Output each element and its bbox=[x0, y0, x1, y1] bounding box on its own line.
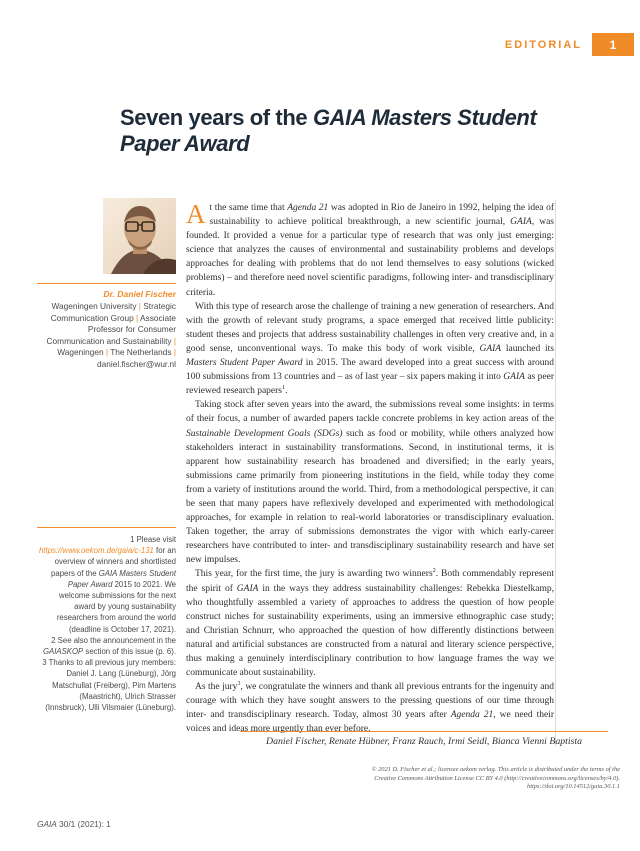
text-segment: GAIA Masters Student Paper Award bbox=[67, 568, 176, 589]
text-segment: | bbox=[171, 347, 176, 357]
text-segment: was adopted in Rio de Janeiro in 1992, helping the idea of sustainability to achieve political breakthrough, a new scientific journal, bbox=[209, 203, 554, 228]
text-segment: | bbox=[136, 301, 144, 311]
text-segment: Wageningen bbox=[57, 347, 104, 357]
text-segment: as peer reviewed research papers bbox=[186, 372, 554, 397]
footnotes bbox=[37, 534, 176, 713]
text-segment: 1 Please visit bbox=[130, 535, 176, 544]
footnote bbox=[37, 635, 176, 657]
signature-rule bbox=[240, 731, 608, 732]
text-segment: GAIA bbox=[236, 583, 259, 594]
text-segment: Agenda 21 bbox=[450, 710, 494, 721]
link[interactable]: https://www.oekom.de/gaia/c-131 bbox=[39, 546, 154, 556]
body-paragraph bbox=[186, 300, 554, 399]
signature-authors: Daniel Fischer, Renate Hübner, Franz Rauch, Irmi Seidl, Bianca Vienni Baptista bbox=[266, 736, 582, 747]
text-segment: 2 See also the announcement in the bbox=[51, 635, 176, 645]
text-segment: , we congratulate the winners and thank all previous entrants for the ingenuity and courage with which they have sought answers to the pressing questions of our time through inter- and transdisciplinary research. Today, almost 30 years after bbox=[186, 682, 554, 721]
text-segment: in 2015. The award developed into a great success with around 100 submissions from 13 countries and – as of last year – six papers making it into bbox=[186, 358, 554, 383]
text-segment: Masters Student Paper Award bbox=[186, 358, 303, 369]
section-kicker bbox=[505, 33, 634, 56]
page-number-badge: 1 bbox=[592, 33, 634, 56]
text-segment: GAIA bbox=[479, 343, 502, 354]
text-segment: , we need their voices and ideas more urgently than ever before. bbox=[186, 710, 555, 735]
copyright-note bbox=[280, 766, 620, 792]
copyright-line: © 2021 D. Fischer et al.; licensee oekom verlag. This article is distributed under the terms of the bbox=[371, 766, 620, 773]
signature-block bbox=[240, 731, 608, 747]
author-sidebar bbox=[37, 198, 176, 370]
text-segment: Agenda 21 bbox=[287, 203, 329, 213]
text-segment: Sustainable Development Goals (SDGs) bbox=[186, 428, 343, 439]
text-segment: The Netherlands bbox=[110, 347, 172, 357]
article-title bbox=[120, 105, 580, 158]
text-segment: | bbox=[103, 347, 111, 357]
text-segment: , was founded. It provided a venue for a particular type of research that was only just emerging: science that analyzes the causes of environmental and sustainability problems and develops approaches for dealing with problems that do not lend themselves to easy solutions (wicked problems) – and therefore need novel scientific paradigms, following inter- and transdisciplinary criteria. bbox=[186, 217, 554, 298]
copyright-line: Creative Commons Attribution License CC BY 4.0 (http://creativecommons.org/licenses/by/4.0). bbox=[374, 774, 620, 782]
text-segment: GAIA Masters Student Paper Award bbox=[120, 104, 537, 157]
text-segment: for an overview of winners and shortlisted papers of the bbox=[51, 546, 176, 578]
text-segment: GAIA bbox=[503, 372, 525, 383]
text-segment: 1 bbox=[282, 385, 286, 392]
footnotes-rule bbox=[37, 527, 176, 528]
text-segment: . Both commendably represent the spirit of bbox=[186, 569, 554, 594]
section-label: EDITORIAL bbox=[504, 38, 582, 51]
text-segment: As the jury bbox=[195, 682, 238, 693]
footnote bbox=[37, 534, 176, 635]
text-segment: t the same time that bbox=[209, 203, 288, 213]
column-rule bbox=[555, 200, 556, 746]
text-segment: 2015 to 2021. We welcome submissions for the next award by young sustainability researchers from around the world (deadline is October 17, 2021). bbox=[56, 579, 176, 634]
journal-folio bbox=[37, 819, 111, 829]
text-segment: With this type of research arose the challenge of training a new generation of researchers. And with the growth of relevant study programs, a space emerged that received little publicity: student theses and projects that address sustainability challenges in often very creative and, in a good sense, unconventional ways. To make this body of work visible, bbox=[186, 301, 554, 354]
drop-cap: A bbox=[186, 199, 206, 229]
text-segment: 3 bbox=[237, 681, 241, 688]
text-segment: | bbox=[171, 335, 176, 346]
footnote bbox=[37, 657, 176, 713]
text-segment: GAIA bbox=[510, 217, 532, 228]
text-segment: Strategic Communication Group bbox=[50, 301, 176, 323]
text-segment: launched its bbox=[501, 343, 554, 354]
text-segment: Wageningen University bbox=[51, 301, 137, 311]
footnotes-block bbox=[37, 527, 176, 713]
text-segment: 2 bbox=[432, 568, 436, 575]
author-photo bbox=[103, 198, 176, 274]
text-segment: GAIA bbox=[37, 819, 57, 829]
text-segment: 3 Thanks to all previous jury members: Daniel J. Lang (Lüneburg), Jörg Matschullat (Freiberg), Pim Martens (Maastricht), Ulrich Strasser (Innsbruck), Ulli Vilsmaier (Lüneburg). bbox=[42, 658, 176, 713]
copyright-line: https://doi.org/10.14512/gaia.30.1.1 bbox=[527, 783, 620, 791]
text-segment: Associate Professor for Consumer Communication and Sustainability bbox=[46, 312, 176, 346]
text-segment: | bbox=[133, 312, 141, 323]
text-segment: GAIASKOP bbox=[42, 647, 84, 657]
text-segment: such as food or mobility, while others analyzed how stakeholders interact in sustainability transformations. Second, in institutional terms, it is apparent how sustainability research has broadened and diversified; in the early years, submissions came primarily from pioneering institutions in the field, while today they come from a variety of institutions around the world. Third, from a methodological perspective, it can be seen that many papers have reflexively developed and experimented with methodological approaches, for example in relation to real-world laboratories or transdisciplinary evaluation. Taken together, the array of submissions demonstrates the vigor with which early-career researchers have contributed to inter- and transdisciplinary sustainability research and have set new impulses. bbox=[186, 428, 554, 566]
text-segment: Taking stock after seven years into the award, the submissions reveal some insights: in terms of their focus, a number of awarded papers tackle concrete problems in key action areas of the bbox=[186, 400, 554, 425]
text-segment: daniel.fischer@wur.nl bbox=[97, 358, 176, 369]
body-paragraph bbox=[186, 680, 554, 736]
text-segment: This year, for the first time, the jury is awarding two winners bbox=[195, 569, 433, 580]
text-segment: in the ways they address sustainability challenges: Rebekka Diestelkamp, who thoughtfully assembled a variety of approaches to address the question of how people construct niches for sustainability experiments, using an immersive ethnographic case study; and Christian Schnurr, who approached the question of how differently distinctions between natural and artificial substances are constructed from a natural and literary science perspective, thus making a genuinely interdisciplinary contribution to how language frames the way we communicate about sustainability. bbox=[186, 583, 554, 679]
text-segment: 30/1 (2021): 1 bbox=[56, 819, 111, 829]
text-segment: . bbox=[285, 386, 288, 397]
author-name: Dr. Daniel Fischer bbox=[103, 289, 176, 299]
text-segment: Seven years of the bbox=[120, 104, 313, 130]
author-affiliation bbox=[37, 301, 176, 370]
body-paragraph bbox=[186, 201, 554, 300]
body-paragraph bbox=[186, 398, 554, 567]
text-segment: section of this issue (p. 6). bbox=[83, 647, 176, 657]
main-text bbox=[186, 201, 554, 737]
body-paragraph bbox=[186, 567, 554, 680]
author-card-rule bbox=[37, 283, 176, 284]
